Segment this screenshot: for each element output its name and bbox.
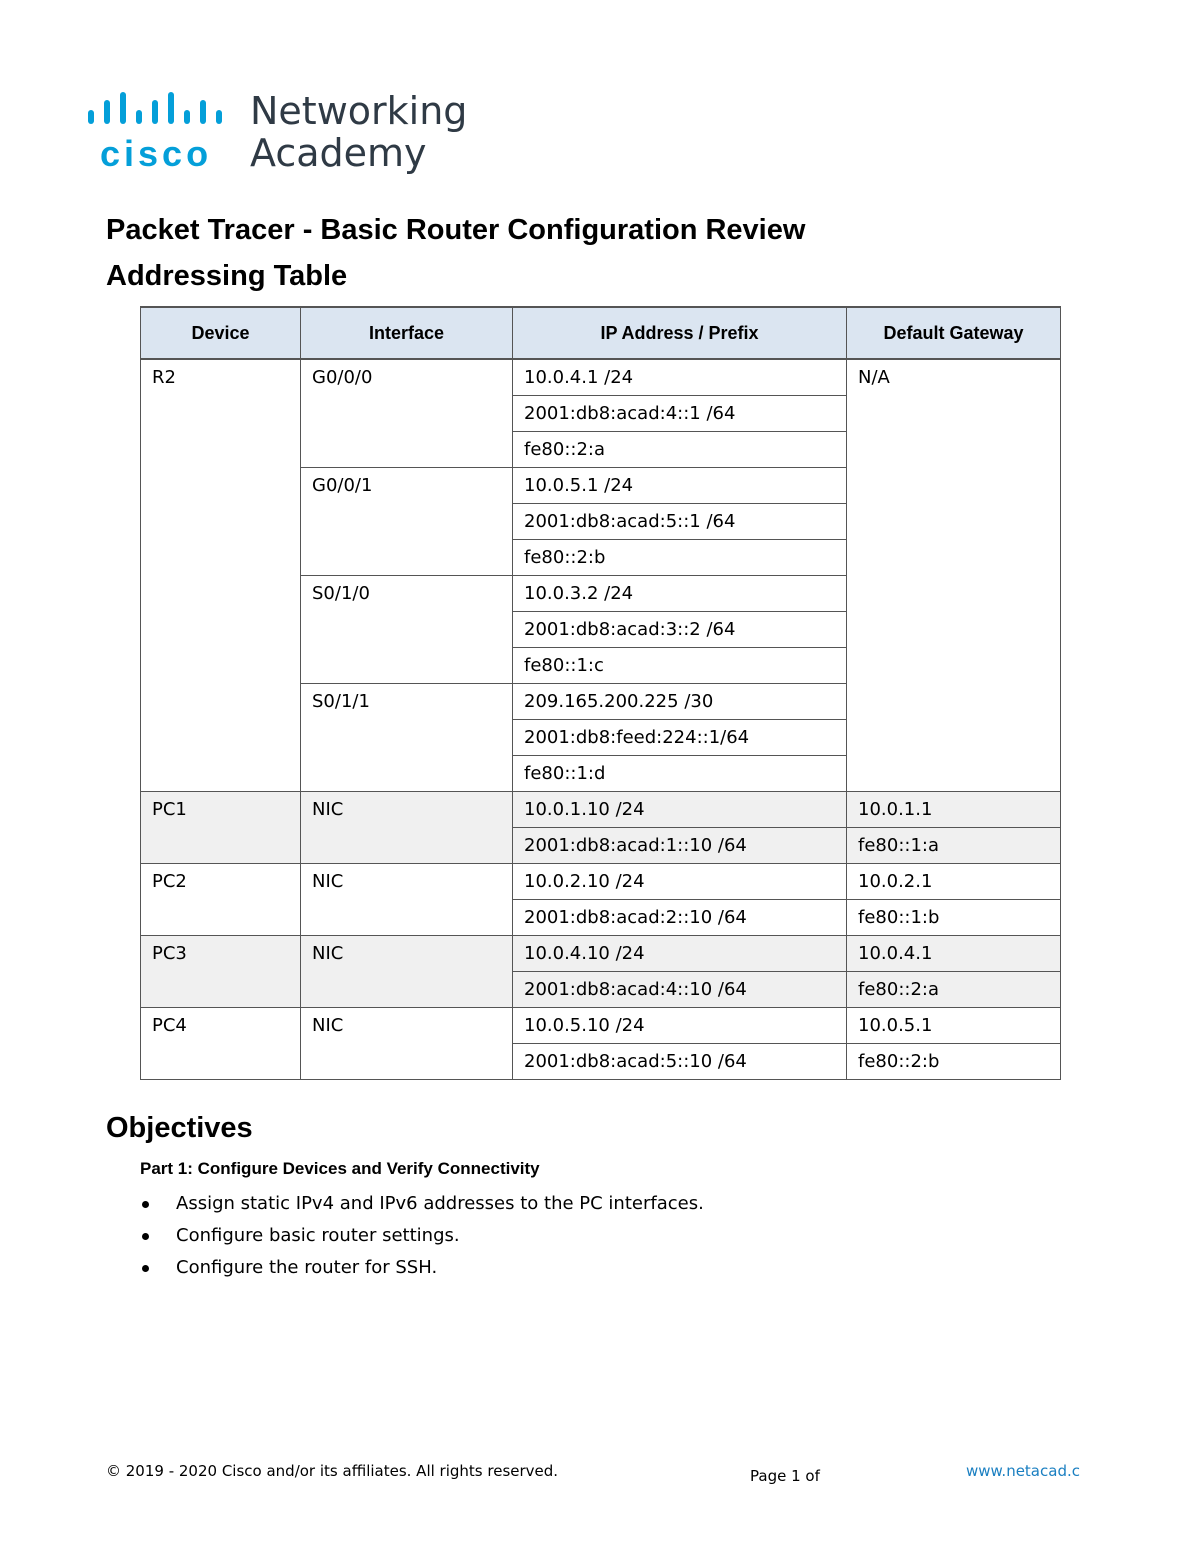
device-cell: PC2	[141, 864, 301, 936]
address-cell: 10.0.1.10 /24	[513, 792, 847, 828]
cisco-bridge-icon	[84, 88, 234, 132]
table-row	[141, 1008, 1061, 1044]
gateway-cell: fe80::1:b	[847, 900, 1061, 936]
address-cell: fe80::2:b	[513, 540, 847, 576]
bullet-icon	[142, 1233, 149, 1240]
col-interface: Interface	[301, 307, 513, 359]
table-row	[141, 936, 1061, 972]
cisco-networking-academy-logo	[84, 86, 484, 182]
col-default-gateway: Default Gateway	[847, 307, 1061, 359]
address-cell: 2001:db8:acad:4::10 /64	[513, 972, 847, 1008]
address-cell: 2001:db8:acad:4::1 /64	[513, 396, 847, 432]
gateway-cell: 10.0.1.1	[847, 792, 1061, 828]
address-cell: 10.0.2.10 /24	[513, 864, 847, 900]
gateway-cell: fe80::1:a	[847, 828, 1061, 864]
part1-heading: Part 1: Configure Devices and Verify Connectivity	[140, 1159, 540, 1178]
address-cell: 10.0.5.1 /24	[513, 468, 847, 504]
logo-academy: Academy	[250, 131, 427, 175]
col-ip-address: IP Address / Prefix	[513, 307, 847, 359]
table-header-row	[141, 307, 1061, 359]
address-cell: 10.0.4.10 /24	[513, 936, 847, 972]
list-item-text: Assign static IPv4 and IPv6 addresses to the PC interfaces.	[176, 1193, 704, 1214]
address-cell: 209.165.200.225 /30	[513, 684, 847, 720]
gateway-cell: 10.0.2.1	[847, 864, 1061, 900]
interface-cell: NIC	[301, 936, 513, 1008]
logo-networking: Networking	[250, 89, 468, 133]
cisco-wordmark: cisco	[100, 133, 213, 174]
bullet-icon	[142, 1201, 149, 1208]
interface-cell: NIC	[301, 792, 513, 864]
objectives-list	[140, 1190, 704, 1286]
address-cell: fe80::1:d	[513, 756, 847, 792]
page-title: Packet Tracer - Basic Router Configuration Review	[106, 214, 806, 246]
gateway-cell: fe80::2:a	[847, 972, 1061, 1008]
addressing-table-heading: Addressing Table	[106, 260, 348, 292]
device-cell: R2	[141, 359, 301, 792]
list-item	[140, 1254, 704, 1286]
device-cell: PC1	[141, 792, 301, 864]
gateway-cell: 10.0.5.1	[847, 1008, 1061, 1044]
footer-page-number: Page 1 of	[750, 1467, 820, 1485]
address-cell: 2001:db8:acad:5::10 /64	[513, 1044, 847, 1080]
address-cell: 2001:db8:feed:224::1/64	[513, 720, 847, 756]
device-cell: PC3	[141, 936, 301, 1008]
address-cell: 2001:db8:acad:2::10 /64	[513, 900, 847, 936]
list-item	[140, 1222, 704, 1254]
interface-cell: NIC	[301, 1008, 513, 1080]
interface-cell: S0/1/0	[301, 576, 513, 684]
device-cell: PC4	[141, 1008, 301, 1080]
list-item-text: Configure the router for SSH.	[176, 1257, 438, 1278]
list-item	[140, 1190, 704, 1222]
address-cell: 10.0.4.1 /24	[513, 359, 847, 396]
addressing-table	[140, 306, 1061, 1080]
address-cell: 10.0.3.2 /24	[513, 576, 847, 612]
footer-url-link[interactable]: www.netacad.c	[966, 1462, 1080, 1480]
gateway-cell: N/A	[847, 359, 1061, 792]
list-item-text: Configure basic router settings.	[176, 1225, 460, 1246]
address-cell: 2001:db8:acad:1::10 /64	[513, 828, 847, 864]
gateway-cell: fe80::2:b	[847, 1044, 1061, 1080]
gateway-cell: 10.0.4.1	[847, 936, 1061, 972]
footer-copyright: © 2019 - 2020 Cisco and/or its affiliates. All rights reserved.	[106, 1462, 559, 1480]
address-cell: 2001:db8:acad:5::1 /64	[513, 504, 847, 540]
table-row	[141, 864, 1061, 900]
interface-cell: S0/1/1	[301, 684, 513, 792]
address-cell: fe80::2:a	[513, 432, 847, 468]
interface-cell: G0/0/1	[301, 468, 513, 576]
col-device: Device	[141, 307, 301, 359]
address-cell: fe80::1:c	[513, 648, 847, 684]
table-row	[141, 792, 1061, 828]
table-row	[141, 359, 1061, 396]
address-cell: 2001:db8:acad:3::2 /64	[513, 612, 847, 648]
interface-cell: NIC	[301, 864, 513, 936]
bullet-icon	[142, 1265, 149, 1272]
interface-cell: G0/0/0	[301, 359, 513, 468]
objectives-heading: Objectives	[106, 1112, 253, 1144]
address-cell: 10.0.5.10 /24	[513, 1008, 847, 1044]
